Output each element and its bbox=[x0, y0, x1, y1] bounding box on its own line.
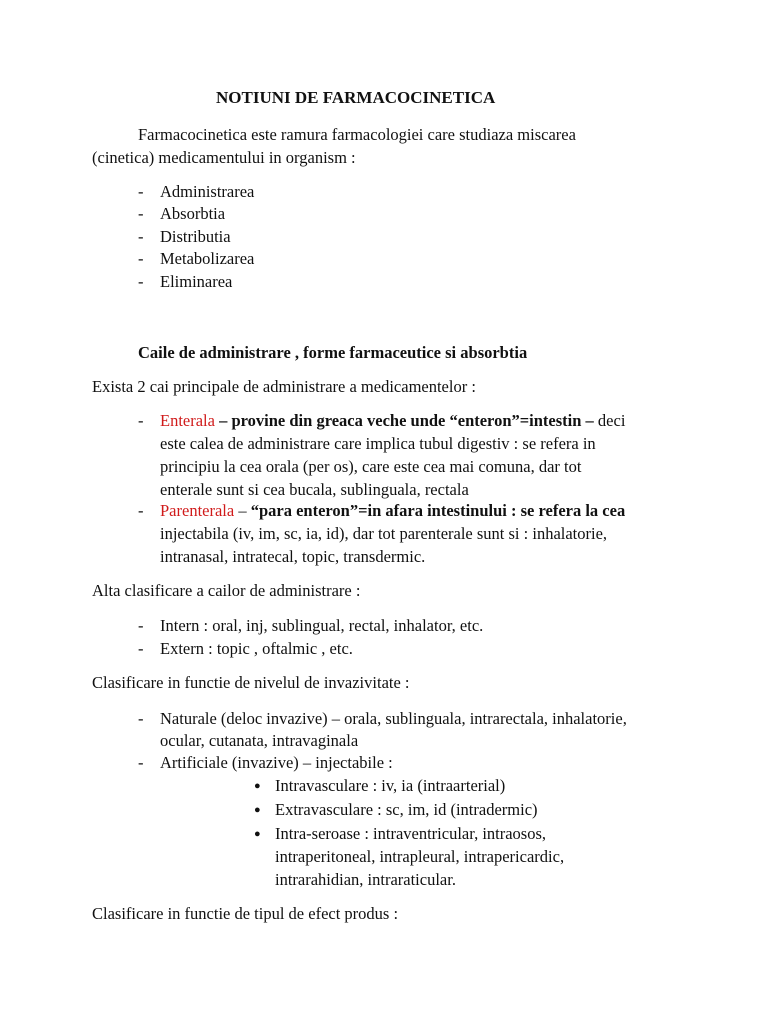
list-dash: - bbox=[138, 616, 144, 635]
list-item: Metabolizarea bbox=[160, 249, 255, 268]
bullet-icon: ● bbox=[254, 780, 261, 792]
parenterala-term: Parenterala bbox=[160, 501, 235, 520]
intro-line-1: Farmacocinetica este ramura farmacologiei care studiaza miscarea bbox=[138, 125, 576, 144]
page-title: NOTIUNI DE FARMACOCINETICA bbox=[216, 88, 496, 107]
intraseroase-line-3: intrarahidian, intraraticular. bbox=[275, 870, 456, 889]
naturale-line-2: ocular, cutanata, intravaginala bbox=[160, 731, 359, 750]
parenterala-dash: – bbox=[234, 501, 251, 520]
enterala-term: Enterala bbox=[160, 411, 215, 430]
section-heading: Caile de administrare , forme farmaceutice si absorbtia bbox=[138, 343, 528, 362]
list-item: Distributia bbox=[160, 227, 231, 246]
alt-classification: Alta clasificare a cailor de administrare : bbox=[92, 581, 361, 600]
effect-classification: Clasificare in functie de tipul de efect produs : bbox=[92, 904, 399, 923]
naturale-line-1: Naturale (deloc invazive) – orala, sublinguala, intrarectala, inhalatorie, bbox=[160, 709, 627, 728]
bullet-icon: ● bbox=[254, 828, 261, 840]
routes-intro: Exista 2 cai principale de administrare a medicamentelor : bbox=[92, 377, 476, 396]
list-dash: - bbox=[138, 204, 144, 223]
list-dash: - bbox=[138, 639, 144, 658]
list-item: Administrarea bbox=[160, 182, 255, 201]
list-item: Intern : oral, inj, sublingual, rectal, inhalator, etc. bbox=[160, 616, 484, 635]
list-item: Extern : topic , oftalmic , etc. bbox=[160, 639, 353, 658]
list-dash: - bbox=[138, 272, 144, 291]
intraseroase-line-1: Intra-seroase : intraventricular, intraosos, bbox=[275, 824, 547, 843]
list-dash: - bbox=[138, 411, 144, 430]
enterala-line-1 bbox=[160, 410, 625, 432]
list-dash: - bbox=[138, 709, 144, 728]
intraseroase-line-2: intraperitoneal, intrapleural, intrapericardic, bbox=[275, 847, 565, 866]
list-dash: - bbox=[138, 501, 144, 520]
list-dash: - bbox=[138, 227, 144, 246]
list-dash: - bbox=[138, 182, 144, 201]
list-item: Eliminarea bbox=[160, 272, 233, 291]
list-dash: - bbox=[138, 753, 144, 772]
invasive-classification: Clasificare in functie de nivelul de invazivitate : bbox=[92, 673, 410, 692]
parenterala-bold: “para enteron”=in afara intestinului : se refera la cea bbox=[250, 501, 626, 520]
enterala-rest: deci bbox=[593, 411, 626, 430]
enterala-line-2: este calea de administrare care implica tubul digestiv : se refera in bbox=[160, 434, 596, 453]
enterala-bold: – provine din greaca veche unde “enteron”=intestin – bbox=[214, 411, 594, 430]
intravascular-item: Intravasculare : iv, ia (intraarterial) bbox=[275, 776, 506, 795]
list-item: Absorbtia bbox=[160, 204, 226, 223]
enterala-line-4: enterale sunt si cea bucala, sublinguala, rectala bbox=[160, 480, 469, 499]
bullet-icon: ● bbox=[254, 804, 261, 816]
extravascular-item: Extravasculare : sc, im, id (intradermic) bbox=[275, 800, 538, 819]
parenterala-line-2: injectabila (iv, im, sc, ia, id), dar tot parenterale sunt si : inhalatorie, bbox=[160, 524, 608, 543]
parenterala-line-1 bbox=[160, 500, 625, 522]
enterala-line-3: principiu la cea orala (per os), care este cea mai comuna, dar tot bbox=[160, 457, 582, 476]
artificiale-line: Artificiale (invazive) – injectabile : bbox=[160, 753, 393, 772]
parenterala-line-3: intranasal, intratecal, topic, transdermic. bbox=[160, 547, 426, 566]
intro-line-2: (cinetica) medicamentului in organism : bbox=[92, 148, 356, 167]
list-dash: - bbox=[138, 249, 144, 268]
